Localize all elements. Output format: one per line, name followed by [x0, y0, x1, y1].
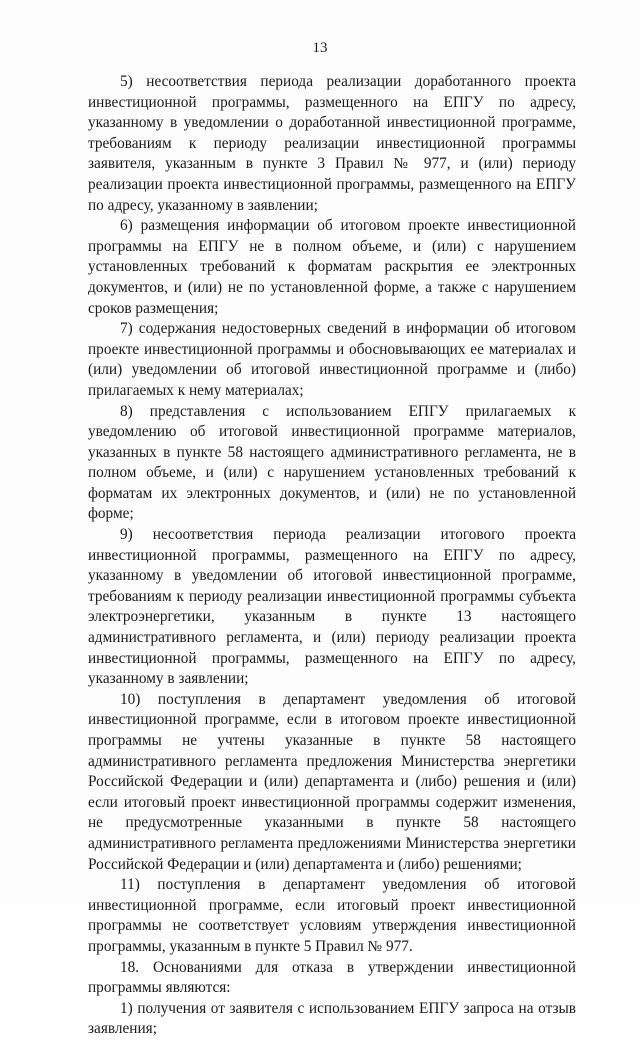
- paragraph-item-11: 11) поступления в департамент уведомления об итоговой инвестиционной программе, если итоговый проект инвестиционной программы не соответствует условиям утверждения инвестиционной программы, указанным в пункте 5 Правил № 977.: [88, 876, 576, 955]
- paragraph-clause-18: 18. Основаниями для отказа в утверждении инвестиционной программы являются:: [88, 958, 576, 997]
- page-number: 13: [312, 40, 328, 56]
- paragraph-item-8: 8) представления с использованием ЕПГУ прилагаемых к уведомлению об итоговой инвестиционной программе материалов, указанных в пункте 58 настоящего административного регламента, не в полном объеме, и (или) с нарушением установленных требований к форматам их электронных документов, и (или) не по установленной форме;: [88, 402, 576, 523]
- paragraph-item-9: 9) несоответствия периода реализации итогового проекта инвестиционной программы, размещенного на ЕПГУ по адресу, указанному в уведомлении об итоговой инвестиционной программе, требованиям к периоду реализации инвестиционной программы субъекта электроэнергетики, указанным в пункте 13 настоящего административного регламента, и (или) периоду реализации проекта инвестиционной программы, размещенного на ЕПГУ по адресу, указанному в заявлении;: [88, 526, 576, 688]
- paragraph-item-10: 10) поступления в департамент уведомления об итоговой инвестиционной программе, если в итоговом проекте инвестиционной программы не учтены указанные в пункте 58 настоящего административного регламента предложения Министерства энергетики Российской Федерации и (или) департамента и (либо) решения и (или) если итоговый проект инвестиционной программы содержит изменения, не предусмотренные указанными в пункте 58 настоящего административного регламента предложениями Министерства энергетики Российской Федерации и (или) департамента и (либо) решениями;: [88, 690, 576, 873]
- document-body: [88, 72, 576, 1040]
- paragraph-item-5: 5) несоответствия периода реализации доработанного проекта инвестиционной программы, размещенного на ЕПГУ по адресу, указанному в уведомлении о доработанной инвестиционной программе, требованиям к периоду реализации инвестиционной программы заявителя, указанным в пункте 3 Правил № 977, и (или) периоду реализации проекта инвестиционной программы, размещенного на ЕПГУ по адресу, указанному в заявлении;: [88, 73, 576, 214]
- paragraph-clause-18-item-1: 1) получения от заявителя с использованием ЕПГУ запроса на отзыв заявления;: [88, 999, 576, 1038]
- paragraph-item-7: 7) содержания недостоверных сведений в информации об итоговом проекте инвестиционной программы и обосновывающих ее материалах и (или) уведомлении об итоговой инвестиционной программе и (либо) прилагаемых к нему материалах;: [88, 320, 576, 399]
- paragraph-item-6: 6) размещения информации об итоговом проекте инвестиционной программы на ЕПГУ не в полном объеме, и (или) с нарушением установленных требований к форматам раскрытия ее электронных документов, и (или) не по установленной форме, а также с нарушением сроков размещения;: [88, 217, 576, 317]
